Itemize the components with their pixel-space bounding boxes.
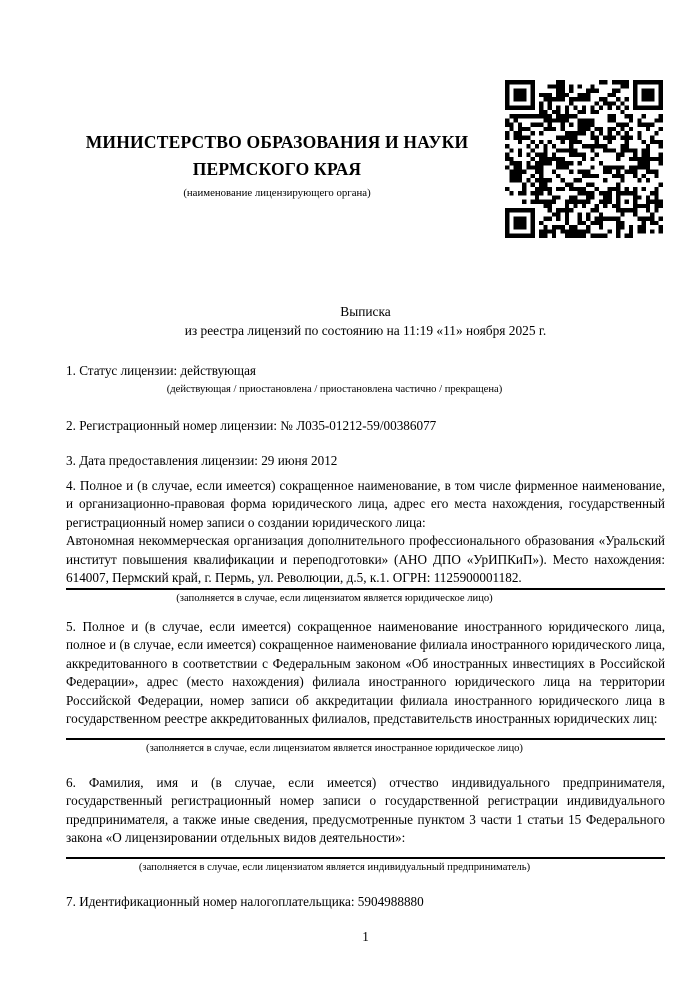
section-5-hint: (заполняется в случае, если лицензиатом является иностранное юридическое лицо) — [146, 742, 523, 754]
section-4-question: 4. Полное и (в случае, если имеется) сокращенное наименование, в том числе фирменное наименование, и организационно-правовая форма юридического лица, адрес его места нахождения, государственный регистрационный номер записи о создании юридического лица: — [66, 477, 665, 530]
document-title — [66, 303, 665, 340]
document-title-line2: из реестра лицензий по состоянию на 11:19 «11» ноября 2025 г. — [184, 322, 547, 338]
section-1-hint: (действующая / приостановлена / приостановлена частично / прекращена) — [166, 383, 503, 395]
section-5-fill-line — [66, 738, 665, 740]
section-3-license-date: 3. Дата предоставления лицензии: 29 июня 2012 — [66, 453, 338, 468]
document-body — [66, 362, 665, 947]
section-5-question: 5. Полное и (в случае, если имеется) сокращенное наименование иностранного юридического лица, полное и (в случае, если имеется) сокращенное наименование филиала иностранного юридического лица, аккредитованного в соответствии с Федеральным законом «Об иностранных инвестициях в Российской Федерации», адрес (место нахождения) филиала иностранного юридического лица на территории Российской Федерации, номер записи об аккредитации филиала иностранного юридического лица в государственном реестре аккредитованных филиалов, представительств иностранных юридических лиц: — [66, 618, 665, 726]
page-number: 1 — [362, 929, 369, 944]
ministry-caption: (наименование лицензирующего органа) — [183, 187, 371, 199]
section-1-license-status: 1. Статус лицензии: действующая — [66, 363, 257, 378]
section-6-hint: (заполняется в случае, если лицензиатом является индивидуальный предприниматель) — [138, 861, 531, 873]
ministry-name-line2: ПЕРМСКОГО КРАЯ — [192, 159, 362, 179]
qr-code-icon — [505, 80, 663, 238]
section-4-answer: Автономная некоммерческая организация дополнительного профессионального образования «Уральский институт повышения квалификации и переподготовки» (АНО ДПО «УрИПКиП»). Место нахождения: 614007, Пермский край, г. Пермь, ул. Революции, д.5, к.1. ОГРН: 1125900001182. — [66, 533, 665, 585]
document-title-line1: Выписка — [340, 304, 391, 319]
ministry-name-line1: МИНИСТЕРСТВО ОБРАЗОВАНИЯ И НАУКИ — [85, 132, 469, 152]
licensing-authority-header — [66, 129, 488, 200]
section-2-registration-number: 2. Регистрационный номер лицензии: № Л035-01212-59/00386077 — [66, 417, 437, 433]
qr-code-pattern — [505, 80, 663, 238]
section-4-hint: (заполняется в случае, если лицензиатом является юридическое лицо) — [176, 592, 493, 604]
section-7-taxpayer-number: 7. Идентификационный номер налогоплательщика: 5904988880 — [66, 893, 424, 909]
section-6-question: 6. Фамилия, имя и (в случае, если имеется) отчество индивидуального предпринимателя, государственный регистрационный номер записи о государственной регистрации индивидуального предпринимателя, а также иные сведения, предусмотренные пунктом 3 части 1 статьи 15 Федерального закона «О лицензировании отдельных видов деятельности»: — [66, 774, 665, 845]
section-6-fill-line — [66, 857, 665, 859]
section-4-fill-line — [66, 588, 665, 590]
